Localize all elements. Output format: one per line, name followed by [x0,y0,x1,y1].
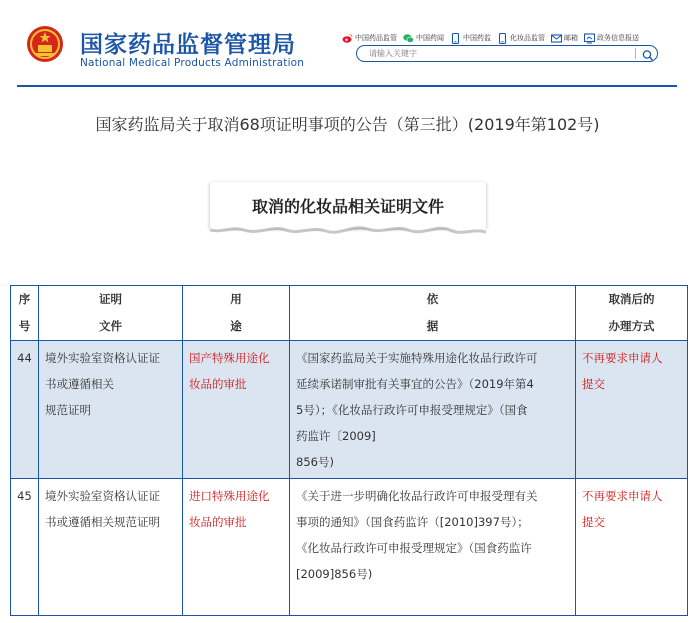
site-logo-title[interactable]: 国家药品监督管理局 [80,32,296,58]
weibo-icon [342,33,353,44]
search-divider [635,48,636,59]
site-logo-subtitle: National Medical Products Administration [80,57,305,69]
top-link-app-cosmetics[interactable]: 化妆品监管 [497,33,545,44]
header-after-cancel: 取消后的 办理方式 [576,286,688,341]
row-purpose: 国产特殊用途化 妆品的审批 [183,341,290,479]
search-box [356,45,658,62]
table-header-row [11,286,688,341]
search-input[interactable] [369,47,619,60]
torn-paper-edge [210,218,486,240]
mail-icon [551,33,562,44]
header-index: 序 号 [11,286,39,341]
search-icon [641,49,655,62]
section-banner [210,182,486,240]
top-link-wechat[interactable]: 中国药闻 [403,33,444,44]
header-divider [17,85,677,87]
site-header [0,0,695,88]
certificate-table [10,285,688,616]
row-basis: 《关于进一步明确化妆品行政许可申报受理有关 事项的通知》（国食药监许（[2010]397号）； 《化妆品行政许可申报受理规定》（国食药监许 [2009]856号) [290,479,576,616]
table-row [11,341,688,479]
top-links [342,31,645,45]
mobile-icon [497,33,508,44]
row-certificate: 境外实验室资格认证证 书或遵循相关 规范证明 [39,341,183,479]
row-index: 45 [11,479,39,616]
row-index: 44 [11,341,39,479]
header-purpose: 用 途 [183,286,290,341]
header-certificate: 证明 文件 [39,286,183,341]
banner-title: 取消的化妆品相关证明文件 [251,197,444,216]
wechat-icon [403,33,414,44]
row-basis: 《国家药监局关于实施特殊用途化妆品行政许可 延续承诺制审批有关事宜的公告》（2019年第4 5号）；《化妆品行政许可申报受理规定》（国食 药监许〔2009] 856号) [290,341,576,479]
row-after-cancel: 不再要求申请人 提交 [576,479,688,616]
top-link-app-nmpa[interactable]: 中国药监 [450,33,491,44]
top-link-weibo[interactable]: 中国药品监管 [342,33,397,44]
top-link-mail[interactable]: 邮箱 [551,33,578,44]
search-button[interactable] [641,47,655,60]
national-emblem-icon [26,24,64,64]
row-after-cancel: 不再要求申请人 提交 [576,341,688,479]
row-purpose: 进口特殊用途化 妆品的审批 [183,479,290,616]
row-certificate: 境外实验室资格认证证 书或遵循相关规范证明 [39,479,183,616]
header-basis: 依 据 [290,286,576,341]
top-link-report[interactable]: 政务信息报送 [584,33,639,44]
page-title: 国家药监局关于取消68项证明事项的公告（第三批）(2019年第102号) [95,115,600,134]
mobile-icon [450,33,461,44]
report-icon [584,33,595,44]
table-row [11,479,688,616]
